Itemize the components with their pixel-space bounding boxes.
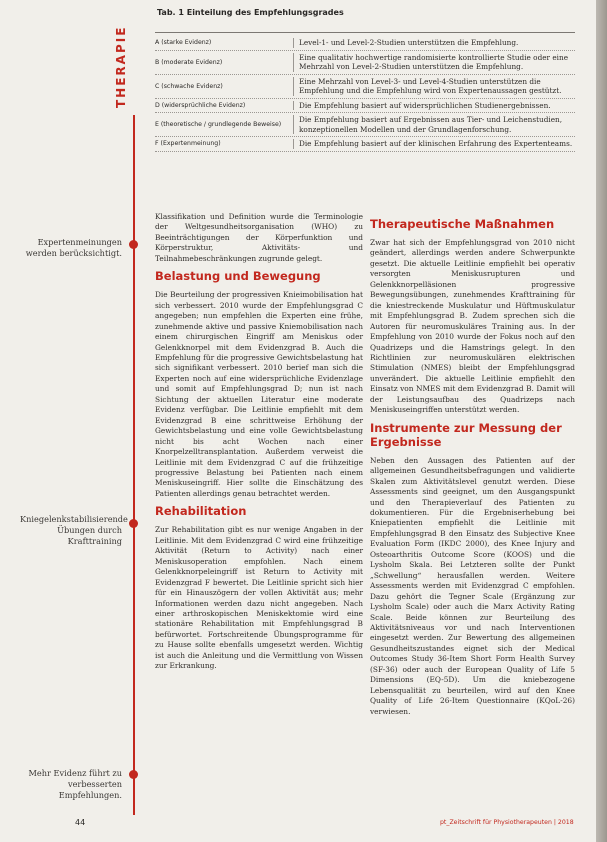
table-row: [155, 36, 575, 51]
grade-label: E (theoretische / grundlegende Beweise): [155, 121, 282, 128]
timeline-line: [133, 115, 135, 815]
grade-description: Level-1- und Level-2-Studien unterstützen die Empfehlung.: [293, 38, 575, 48]
table-row: [155, 99, 575, 114]
timeline-dot: [129, 770, 138, 779]
grade-label: B (moderate Evidenz): [155, 58, 223, 66]
table-row: [155, 113, 575, 137]
table-row: [155, 51, 575, 75]
body-paragraph: Zur Rehabilitation gibt es nur wenige Angaben in der Leitlinie. Mit dem Evidenzgrad C wird eine frühzeitige Aktivität (Return to Activity) nach einer Meniskusoperation empfohlen. Nach einem Gelenkknorpeleingriff ist Return to Activity mit Evidenzgrad F bewertet. Die Leitlinie spricht sich hier für ein Hinauszögern der vollen Aktivität aus; mehr Informationen werden dazu nicht angegeben. Nach einer arthroskopischen Meniskektomie wird eine stationäre Rehabilitation mit Empfehlungsgrad B befürwortet. Fortschreitende Übungsprogramme für zu Hause sollte ebenfalls umgesetzt werden. Wichtig ist auch die Anleitung und die Vermittlung von Wissen zur Erkrankung.: [155, 525, 363, 671]
grade-description: Die Empfehlung basiert auf der klinischen Erfahrung des Expertenteams.: [293, 139, 575, 149]
intro-paragraph: Klassifikation und Definition wurde die Terminologie der Weltgesundheitsorganisation (WHO) zu Beeinträchtigungen der Körperfunktion und Körperstruktur, Aktivitäts- und Teilnahmebeschränkungen zugrunde gelegt.: [155, 212, 363, 263]
grade-label: A (starke Evidenz): [155, 39, 212, 47]
table-row: [155, 137, 575, 152]
margin-note: Mehr Evidenz führt zu verbesserten Empfehlungen.: [28, 768, 122, 800]
grade-description: Die Empfehlung basiert auf widersprüchlichen Studienergebnissen.: [293, 101, 575, 111]
section-label: THERAPIE: [114, 25, 128, 109]
body-paragraph: Neben den Aussagen des Patienten auf der allgemeinen Gesundheitsbefragungen und validierte Skalen zum Aktivitätslevel genutzt werden. Diese Assessments sind geeignet, um den Ausgangspunkt und den Therapieverlauf des Patienten zu dokumentieren. Für die Ergebniserhebung bei Kniepatienten empfiehlt die Leitlinie mit Empfehlungsgrad B den Einsatz des Subjective Knee Evaluation Form (IKDC 2000), des Knee Injury and Osteoarthritis Outcome Score (KOOS) und die Lysholm Skala. Bei Letzteren sollte der Punkt „Schwellung“ herausfallen werden. Weitere Assessments werden mit Evidenzgrad C empfohlen. Dazu gehört die Tegner Scale (Ergänzung zur Lysholm Scale) oder auch die Marx Activity Rating Scale. Beide können zur Beurteilung des Aktivitätsniveaus vor und nach Interventionen eingesetzt werden. Zur Bewertung des allgemeinen Gesundheitszustandes eignet sich der Medical Outcomes Study 36-Item Short Form Health Survey (SF-36) oder auch der European Quality of Life 5 Dimensions (EQ-5D). Um die kniebezogene Lebensqualität zu beurteilen, wird auf den Knee Quality of Life 26-Item Questionnaire (KQoL-26) verwiesen.: [370, 455, 575, 716]
grade-description: Eine Mehrzahl von Level-3- und Level-4-Studien unterstützen die Empfehlung und die Empfehlung wird von Expertenaussagen gestützt.: [293, 77, 575, 96]
grade-description: Die Empfehlung basiert auf Ergebnissen aus Tier- und Leichenstudien, konzeptionellen Modellen und der Grundlagenforschung.: [293, 115, 575, 134]
grades-table: [155, 36, 575, 152]
page-number: 44: [75, 818, 86, 827]
section-heading: Rehabilitation: [155, 504, 247, 519]
table-row: [155, 75, 575, 99]
grade-label: C (schwache Evidenz): [155, 82, 223, 90]
journal-footer: pt_Zeitschrift für Physiotherapeuten | 2018: [440, 819, 574, 826]
page-edge: [596, 0, 607, 842]
margin-note: Kniegelenkstabilisierende Übungen durch Krafttraining: [20, 514, 128, 546]
grade-label: D (widersprüchliche Evidenz): [155, 101, 246, 109]
table-top-rule: [155, 32, 575, 33]
grade-label: F (Expertenmeinung): [155, 140, 221, 148]
right-column: [370, 212, 575, 717]
table-caption: Tab. 1 Einteilung des Empfehlungsgrades: [157, 8, 344, 17]
timeline-dot: [129, 519, 138, 528]
body-paragraph: Zwar hat sich der Empfehlungsgrad von 2010 nicht geändert, allerdings werden andere Schwerpunkte gesetzt. Die aktuelle Leitlinie empfiehlt bei operativ versorgten Meniskusrupturen und Gelenkknorpelläsionen progressive Bewegungsübungen, zunehmendes Krafttraining für die kniestreckende Muskulatur und Hüftmuskulatur mit Empfehlungsgrad B. Zudem sprechen sich die Autoren für neuromuskuläres Training aus. In der Empfehlung von 2010 wurde der Fokus noch auf den Quadrizeps und die Hamstrings gelegt. In den Richtlinien zur neuromuskulären elektrischen Stimulation (NMES) bleibt der Empfehlungsgrad unverändert. Die aktuelle Leitlinie empfiehlt den Einsatz von NMES mit dem Evidenzgrad B. Damit will der Leistungsaufbau des Quadrizeps nach Meniskuseingriffen unterstützt werden.: [370, 238, 575, 415]
section-heading: Instrumente zur Messung der Ergebnisse: [370, 420, 562, 449]
margin-note: Expertenmeinungen werden berücksichtigt.: [25, 237, 122, 258]
timeline-dot: [129, 240, 138, 249]
section-heading: Belastung und Bewegung: [155, 269, 321, 284]
left-column: [155, 212, 363, 672]
section-heading: Therapeutische Maßnahmen: [370, 217, 555, 231]
grade-description: Eine qualitativ hochwertige randomisierte kontrollierte Studie oder eine Mehrzahl von Level-2-Studien unterstützen die Empfehlung.: [293, 53, 575, 72]
body-paragraph: Die Beurteilung der progressiven Knieimobilisation hat sich verbessert. 2010 wurde der Empfehlungsgrad C angegeben; nun empfehlen die Experten eine frühe, zunehmende aktive und passive Kniemobilisation nach einem chirurgischen Eingriff am Meniskus oder Gelenkknorpel mit dem Evidenzgrad B. Auch die Empfehlung für die progressive Gewichtsbelastung hat sich signifikant verbessert. 2010 berief man sich die Experten noch auf eine widersprüchliche Evidenzlage und somit auf Empfehlungsgrad D; nun ist nach Sichtung der aktuellen Literatur eine moderate Evidenz verfügbar. Die Leitlinie empfiehlt mit dem Evidenzgrad B eine schrittweise Erhöhung der Gewichtsbelastung und eine volle Gewichtsbelastung nicht bis acht Wochen nach einer Knorpelzelltransplantation. Außerdem verweist die Leitlinie mit dem Evidenzgrad C auf die frühzeitige progressive Belastung bei Patienten nach einem Meniskuseingriff. Hier sollte die Einschätzung des Patienten allerdings genau betrachtet werden.: [155, 290, 363, 498]
